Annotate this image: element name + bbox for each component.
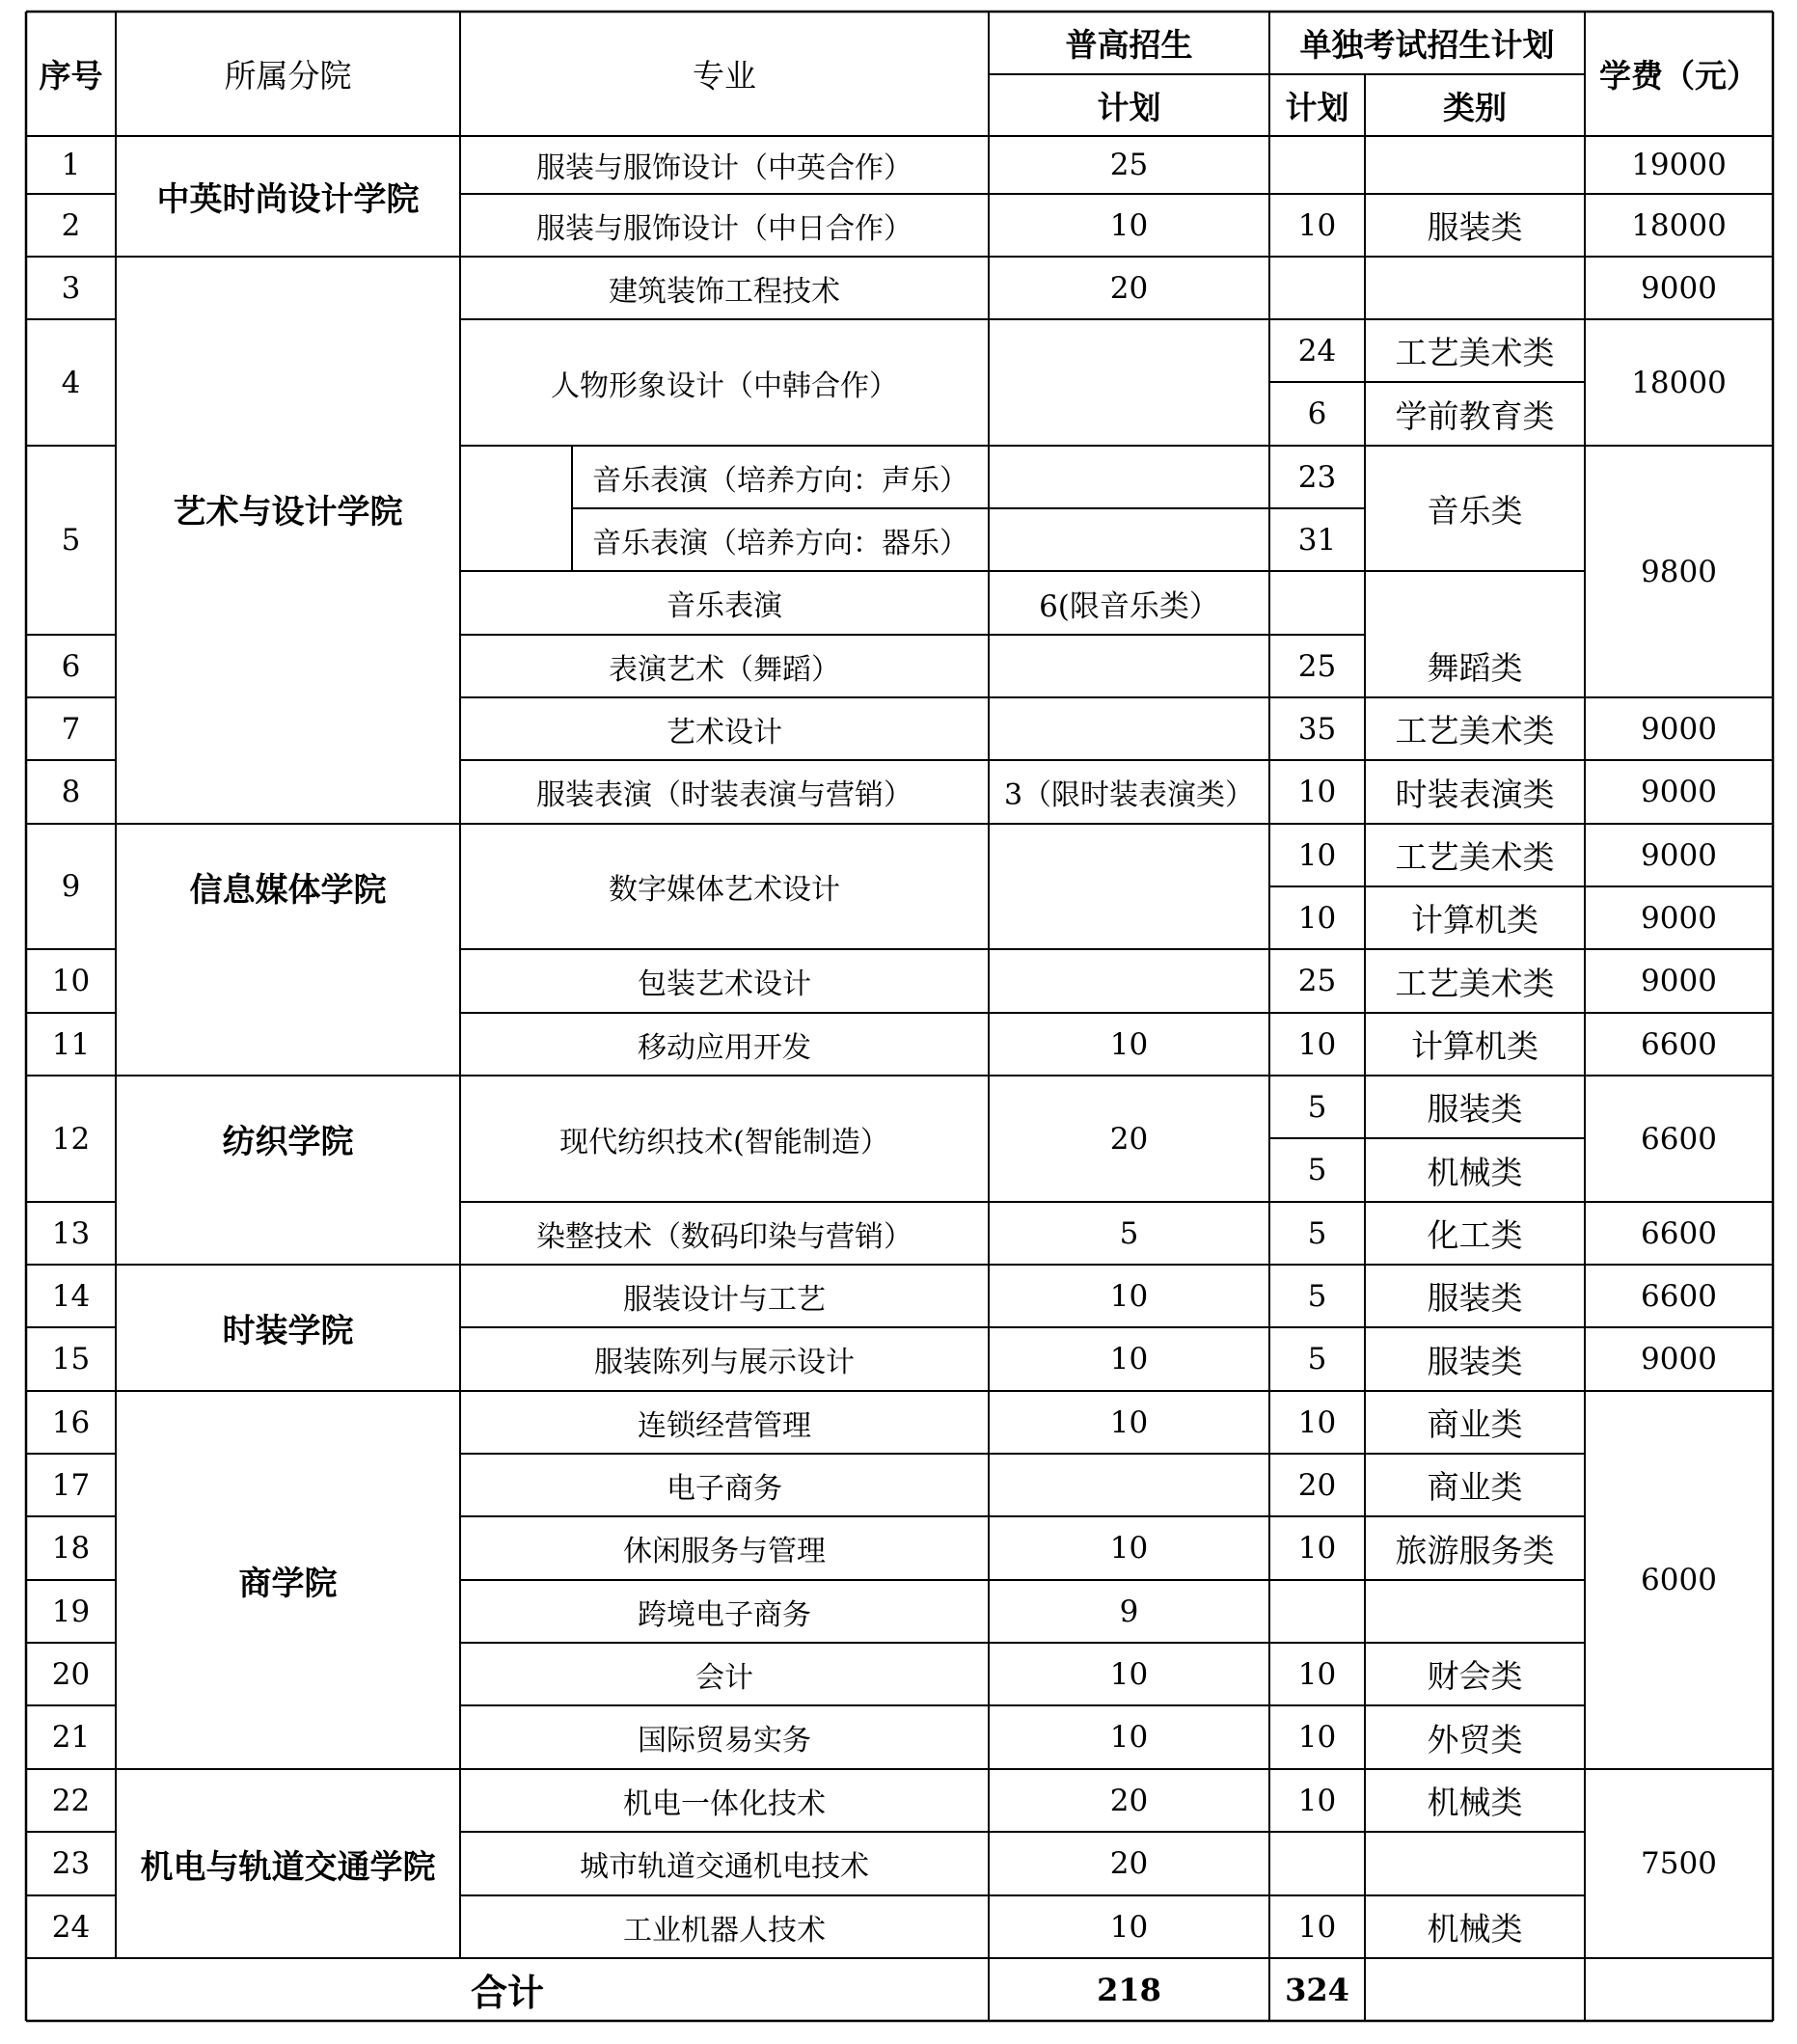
major-cell: 音乐表演（培养方向：器乐） [592,526,968,560]
major-cell: 跨境电子商务 [638,1597,811,1632]
fee-cell: 6600 [1641,1026,1717,1062]
single-category-cell: 机械类 [1427,1784,1523,1821]
major-cell: 移动应用开发 [638,1030,811,1065]
single-plan-cell: 10 [1297,900,1337,936]
single-plan-cell: 5 [1307,1089,1327,1125]
college-name: 艺术与设计学院 [173,492,403,531]
major-cell: 工业机器人技术 [623,1913,826,1948]
gaokao-plan-cell: 6(限音乐类） [1039,588,1219,624]
major-cell: 人物形象设计（中韩合作） [551,368,898,403]
gaokao-plan-cell: 10 [1109,1404,1149,1440]
single-category-cell: 服装类 [1427,1342,1523,1380]
gaokao-plan-cell: 10 [1109,1531,1149,1566]
gaokao-plan-cell: 20 [1109,1121,1149,1157]
header-single-category: 类别 [1443,88,1507,126]
seq-cell: 15 [51,1342,91,1376]
major-cell: 城市轨道交通机电技术 [580,1850,869,1884]
gaokao-plan-cell: 10 [1109,207,1149,243]
total-single: 324 [1285,1971,1349,2008]
major-cell: 电子商务 [667,1471,782,1506]
seq-cell: 20 [51,1656,91,1692]
college-name: 中英时尚设计学院 [156,180,420,219]
total-label: 合计 [470,1972,544,2014]
fee-cell: 6600 [1641,1121,1717,1157]
seq-cell: 4 [61,365,81,400]
major-cell: 音乐表演 [667,589,782,623]
fee-cell: 9000 [1641,900,1717,936]
seq-cell: 22 [51,1783,91,1818]
fee-cell: 18000 [1631,365,1727,400]
single-category-cell: 商业类 [1427,1468,1523,1506]
single-category-cell: 工艺美术类 [1395,838,1555,876]
seq-cell: 18 [51,1531,91,1566]
seq-cell: 23 [51,1846,91,1881]
header-single: 单独考试招生计划 [1299,26,1555,64]
single-plan-cell: 10 [1297,1720,1337,1755]
single-category-cell: 学前教育类 [1395,396,1555,435]
single-plan-cell: 5 [1307,1215,1327,1251]
major-cell: 休闲服务与管理 [623,1535,826,1568]
header-single-plan: 计划 [1285,88,1349,126]
seq-cell: 2 [61,207,81,243]
fee-cell: 9000 [1641,775,1717,809]
single-category-cell: 工艺美术类 [1395,334,1555,371]
fee-cell: 19000 [1631,148,1727,182]
gaokao-plan-cell: 10 [1109,1720,1149,1755]
fee-cell: 9800 [1641,554,1717,589]
single-category-cell: 工艺美术类 [1395,712,1555,749]
fee-cell: 7500 [1641,1846,1717,1881]
header-seq: 序号 [39,57,103,95]
single-category-cell: 舞蹈类 [1427,649,1523,687]
single-plan-cell: 24 [1297,333,1337,368]
major-cell: 服装与服饰设计（中日合作） [536,211,912,246]
single-plan-cell: 10 [1297,1909,1337,1945]
single-category-cell: 机械类 [1427,1910,1523,1948]
single-plan-cell: 10 [1297,1404,1337,1440]
single-category-cell: 服装类 [1427,208,1523,246]
college-name: 机电与轨道交通学院 [140,1847,436,1887]
seq-cell: 14 [51,1278,91,1314]
header-fee: 学费（元） [1599,57,1758,95]
single-category-cell: 财会类 [1427,1657,1523,1695]
major-cell: 包装艺术设计 [638,967,811,1001]
gaokao-plan-cell: 10 [1109,1656,1149,1692]
fee-cell: 9000 [1641,1342,1717,1376]
seq-cell: 7 [61,711,81,747]
major-cell: 染整技术（数码印染与营销） [536,1219,912,1254]
gaokao-plan-cell: 10 [1109,1342,1149,1376]
fee-cell: 6600 [1641,1215,1717,1251]
major-cell: 音乐表演（培养方向：声乐） [592,463,968,498]
seq-cell: 8 [61,775,81,809]
seq-cell: 10 [51,964,91,998]
single-plan-cell: 5 [1307,1342,1327,1376]
single-category-cell: 服装类 [1427,1090,1523,1128]
single-plan-cell: 10 [1297,837,1337,873]
single-category-cell: 服装类 [1427,1279,1523,1317]
major-cell: 数字媒体艺术设计 [609,873,840,907]
seq-cell: 13 [51,1215,91,1251]
header-college: 所属分院 [224,57,352,95]
single-plan-cell: 10 [1297,207,1337,243]
single-category-cell: 工艺美术类 [1395,964,1555,1002]
single-plan-cell: 5 [1307,1278,1327,1314]
single-plan-cell: 35 [1297,711,1337,747]
college-name: 时装学院 [222,1312,354,1350]
single-plan-cell: 10 [1297,1531,1337,1566]
single-plan-cell: 25 [1297,964,1337,998]
major-cell: 机电一体化技术 [623,1786,826,1821]
major-cell: 服装设计与工艺 [623,1282,826,1317]
major-cell: 国际贸易实务 [638,1724,811,1758]
seq-cell: 12 [51,1121,91,1157]
seq-cell: 11 [51,1026,91,1062]
single-category-cell: 旅游服务类 [1395,1531,1555,1569]
seq-cell: 5 [61,523,81,558]
single-category-cell: 外贸类 [1427,1720,1523,1758]
major-cell: 建筑装饰工程技术 [609,274,840,309]
gaokao-plan-cell: 10 [1109,1278,1149,1314]
major-cell: 服装与服饰设计（中英合作） [536,151,912,185]
single-plan-cell: 23 [1297,459,1337,495]
seq-cell: 21 [51,1720,91,1755]
seq-cell: 16 [51,1404,91,1440]
fee-cell: 9000 [1641,964,1717,998]
major-cell: 艺术设计 [667,715,782,749]
total-empty [1365,1958,1585,2021]
single-plan-cell: 20 [1297,1467,1337,1503]
gaokao-plan-cell: 10 [1109,1909,1149,1945]
single-category-cell: 商业类 [1427,1405,1523,1443]
fee-cell: 6000 [1641,1563,1717,1597]
single-plan-cell: 10 [1297,775,1337,809]
fee-cell: 9000 [1641,711,1717,747]
gaokao-plan-cell: 20 [1109,1846,1149,1881]
major-cell: 服装表演（时装表演与营销） [536,778,912,812]
single-category-cell: 化工类 [1427,1216,1523,1254]
fee-cell: 6600 [1641,1278,1717,1314]
single-plan-cell: 10 [1297,1783,1337,1818]
total-gaokao: 218 [1097,1971,1161,2008]
single-category-cell: 时装表演类 [1395,775,1555,813]
seq-cell: 17 [51,1467,91,1503]
single-category-cell: 计算机类 [1411,901,1538,939]
header-gaokao-plan: 计划 [1097,88,1161,126]
single-plan-cell: 10 [1297,1026,1337,1062]
gaokao-plan-cell: 3（限时装表演类） [1003,778,1255,812]
college-name: 商学院 [238,1564,338,1603]
gaokao-plan-cell: 5 [1119,1215,1139,1251]
fee-cell: 9000 [1641,270,1717,306]
total-empty [1585,1958,1773,2021]
gaokao-plan-cell: 10 [1109,1026,1149,1062]
major-cell: 连锁经营管理 [638,1408,811,1443]
major-cell: 现代纺织技术(智能制造） [559,1125,889,1159]
college-name: 纺织学院 [222,1123,354,1161]
gaokao-plan-cell: 25 [1109,148,1149,182]
fee-cell: 9000 [1641,837,1717,873]
single-plan-cell: 6 [1307,396,1327,431]
college-name: 信息媒体学院 [189,870,387,910]
single-plan-cell: 25 [1297,648,1337,684]
gaokao-plan-cell: 9 [1119,1594,1139,1629]
seq-cell: 3 [61,270,81,306]
seq-cell: 1 [61,148,81,182]
header-gaokao: 普高招生 [1065,26,1193,64]
seq-cell: 19 [51,1594,91,1629]
gaokao-plan-cell: 20 [1109,270,1149,306]
header-major: 专业 [693,57,756,95]
fee-cell: 18000 [1631,207,1727,243]
major-cell: 服装陈列与展示设计 [594,1346,855,1379]
single-plan-cell: 31 [1297,522,1337,558]
seq-cell: 9 [61,869,81,904]
seq-cell: 6 [61,648,81,684]
single-plan-cell: 10 [1297,1656,1337,1692]
single-category-cell: 计算机类 [1411,1027,1538,1065]
seq-cell: 24 [51,1909,91,1945]
gaokao-plan-cell: 20 [1109,1783,1149,1818]
major-cell: 会计 [695,1660,753,1695]
single-category-cell: 音乐类 [1427,491,1523,530]
single-category-cell: 机械类 [1427,1153,1523,1191]
major-cell: 表演艺术（舞蹈） [609,652,840,687]
single-plan-cell: 5 [1307,1153,1327,1187]
